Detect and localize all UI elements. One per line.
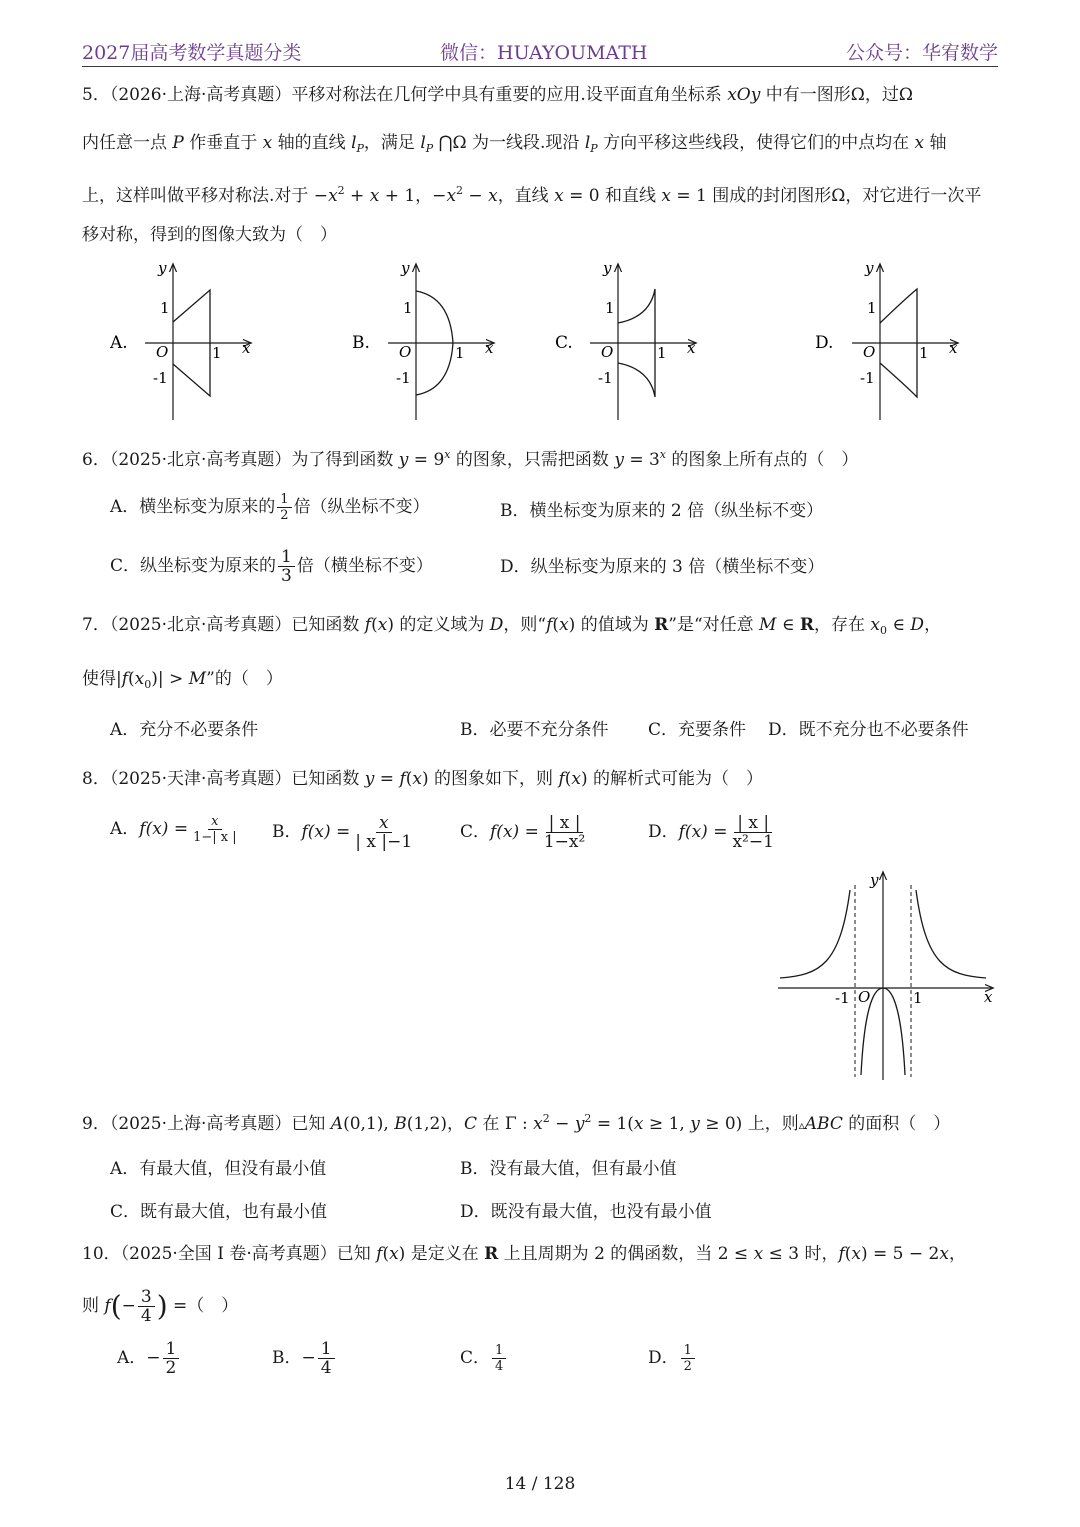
origin-label: O bbox=[399, 343, 412, 361]
q7-option-a[interactable]: A．充分不必要条件 bbox=[110, 720, 259, 740]
q6-option-a[interactable]: A．横坐标变为原来的 $\frac{1}{2}$ 倍（纵坐标不变） bbox=[110, 492, 430, 523]
tick-label-one-x: 1 bbox=[657, 344, 667, 362]
q5-graph-c bbox=[555, 259, 696, 420]
x-axis-label: x bbox=[485, 339, 494, 357]
q7-line-2: 使得$|f(x_0)| > M$”的（ ） bbox=[82, 669, 283, 691]
page-number: 14 / 128 bbox=[504, 1474, 576, 1494]
q10-option-c[interactable]: C． $\frac{1}{4}$ bbox=[460, 1338, 508, 1378]
q8-option-a[interactable]: A．f(x) = $\frac{x}{1-| x |}$ bbox=[110, 814, 237, 845]
header-left: 2027届高考数学真题分类 bbox=[82, 42, 302, 64]
q5-graph-a bbox=[109, 259, 251, 420]
q5-option-c-label: C. bbox=[555, 333, 573, 353]
q8-stem: 8．（2025·天津·高考真题）已知函数 y = f(x) 的图象如下，则 f(x) 的解析式可能为（ ） bbox=[82, 769, 764, 789]
q7-option-c[interactable]: C．充要条件 bbox=[648, 720, 747, 740]
q10-line-2: 则 f(− $\frac{3}{4}$ ) =（ ） bbox=[82, 1287, 239, 1326]
tick-label-one-x: 1 bbox=[919, 344, 929, 362]
q10-option-b[interactable]: B．− $\frac{1}{4}$ bbox=[272, 1338, 337, 1378]
tick-label-one-y: 1 bbox=[605, 299, 615, 317]
q9-option-a[interactable]: A．有最大值，但没有最小值 bbox=[110, 1159, 327, 1179]
tick-label-one: 1 bbox=[913, 989, 923, 1007]
tick-label-neg-one: -1 bbox=[396, 369, 411, 387]
q5-line-2: 内任意一点 P 作垂直于 x 轴的直线 $l_P$，满足 $l_P$ ⋂Ω 为一线段.现沿 $l_P$ 方向平移这些线段，使得它们的中点均在 x 轴 bbox=[82, 133, 947, 155]
tick-label-one-y: 1 bbox=[403, 299, 413, 317]
q5-graph-b bbox=[352, 259, 494, 420]
origin-label: O bbox=[858, 988, 871, 1006]
x-axis-label: x bbox=[984, 988, 993, 1006]
y-axis-label: y bbox=[401, 259, 410, 277]
y-axis-label: y bbox=[158, 259, 167, 277]
tick-label-one-x: 1 bbox=[455, 344, 465, 362]
y-axis-label: y bbox=[870, 871, 879, 889]
q5-option-b-label: B. bbox=[352, 333, 370, 353]
tick-label-neg-one: -1 bbox=[598, 369, 613, 387]
q8-option-b[interactable]: B．f(x) = $\frac{x}{| x |-1}$ bbox=[272, 813, 413, 852]
origin-label: O bbox=[863, 343, 876, 361]
tick-label-one-y: 1 bbox=[867, 299, 877, 317]
curve-left-branch bbox=[780, 890, 850, 978]
tick-label-neg-one: -1 bbox=[835, 989, 850, 1007]
q5-line-1: 5．（2026·上海·高考真题）平移对称法在几何学中具有重要的应用.设平面直角坐标系 xOy 中有一图形Ω，过Ω bbox=[82, 85, 913, 105]
q5-line-3: 上，这样叫做平移对称法.对于 $-x^2 + x + 1$，$-x^2 - x$，直线 x = 0 和直线 x = 1 围成的封闭图形Ω，对它进行一次平 bbox=[82, 184, 982, 206]
y-axis-label: y bbox=[603, 259, 612, 277]
curve-right-branch bbox=[916, 890, 986, 978]
q9-option-b[interactable]: B．没有最大值，但有最小值 bbox=[460, 1159, 677, 1179]
q5-graph-d bbox=[815, 259, 958, 420]
q7-option-b[interactable]: B．必要不充分条件 bbox=[460, 720, 609, 740]
q5-line-4: 移对称，得到的图像大致为（ ） bbox=[82, 225, 337, 245]
header-divider bbox=[82, 66, 998, 67]
q9-option-d[interactable]: D．既没有最大值，也没有最小值 bbox=[460, 1202, 712, 1222]
q5-option-a-label: A. bbox=[110, 333, 128, 353]
origin-label: O bbox=[156, 343, 169, 361]
q8-option-d[interactable]: D．f(x) = $\frac{| x |}{\text{x²−1}}$ bbox=[648, 813, 774, 852]
origin-label: O bbox=[601, 343, 614, 361]
q6-option-c[interactable]: C．纵坐标变为原来的 $\frac{1}{3}$ 倍（横坐标不变） bbox=[110, 547, 433, 586]
tick-label-one-x: 1 bbox=[212, 344, 222, 362]
tick-label-one-y: 1 bbox=[160, 299, 170, 317]
q5-option-d-label: D. bbox=[815, 333, 834, 353]
q10-option-d[interactable]: D． $\frac{1}{2}$ bbox=[648, 1338, 697, 1378]
q6-option-d[interactable]: D．纵坐标变为原来的 3 倍（横坐标不变） bbox=[500, 557, 825, 577]
q7-option-d[interactable]: D．既不充分也不必要条件 bbox=[768, 720, 969, 740]
q9-option-c[interactable]: C．既有最大值，也有最小值 bbox=[110, 1202, 328, 1222]
header-center: 微信：HUAYOUMATH bbox=[440, 42, 648, 64]
y-axis-label: y bbox=[865, 259, 874, 277]
q9-stem: 9．（2025·上海·高考真题）已知 A(0,1), B(1,2)，C 在 Γ : $x^2 - y^2 = 1(x \ge 1$, y ≥ 0) 上，则▵ABC 的面积（ ） bbox=[82, 1112, 951, 1134]
q6-option-b[interactable]: B．横坐标变为原来的 2 倍（纵坐标不变） bbox=[500, 501, 824, 521]
x-axis-label: x bbox=[242, 339, 251, 357]
q10-option-a[interactable]: A．− $\frac{1}{2}$ bbox=[117, 1338, 181, 1378]
tick-label-neg-one: -1 bbox=[860, 369, 875, 387]
q10-line-1: 10．（2025·全国 I 卷·高考真题）已知 f(x) 是定义在 R 上且周期为 2 的偶函数，当 2 ≤ x ≤ 3 时，f(x) = 5 − 2x， bbox=[82, 1244, 966, 1264]
tick-label-neg-one: -1 bbox=[153, 369, 168, 387]
q8-option-c[interactable]: C．f(x) = $\frac{| x |}{\text{1−x²}}$ bbox=[460, 813, 586, 852]
q7-line-1: 7．（2025·北京·高考真题）已知函数 f(x) 的定义域为 D，则“f(x) 的值域为 R”是“对任意 M ∈ R，存在 $x_0$ ∈ D， bbox=[82, 615, 942, 637]
q6-stem: 6．（2025·北京·高考真题）为了得到函数 $y = 9^x$ 的图象，只需把函数 $y = 3^x$ 的图象上所有点的（ ） bbox=[82, 448, 859, 470]
x-axis-label: x bbox=[949, 339, 958, 357]
q5-option-graphs bbox=[100, 255, 1000, 425]
x-axis-label: x bbox=[687, 339, 696, 357]
header-right: 公众号：华宥数学 bbox=[845, 42, 998, 64]
q8-function-graph bbox=[770, 865, 1000, 1085]
